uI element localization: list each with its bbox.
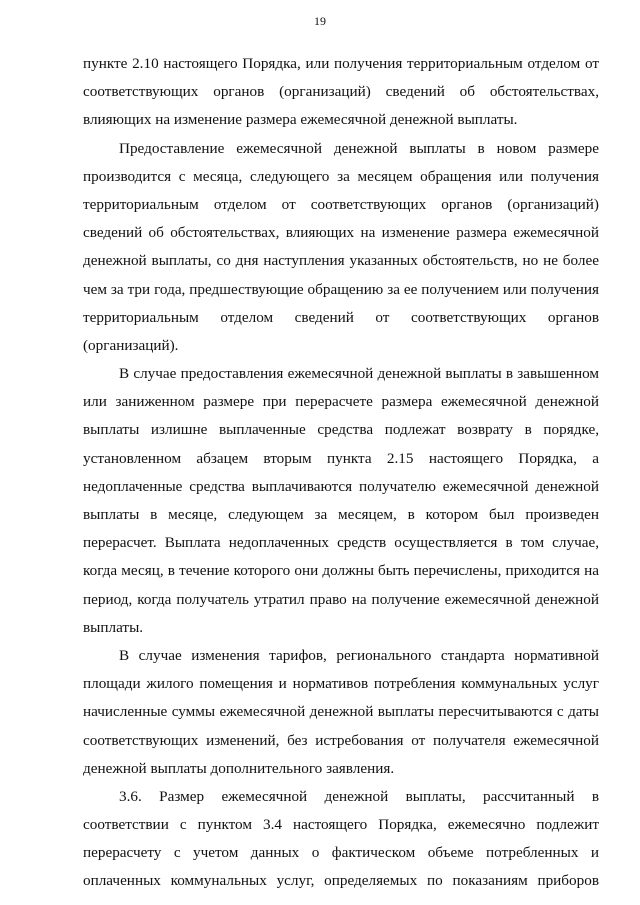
paragraph xyxy=(83,783,599,896)
text-line: перерасчету с учетом данных о фактическом объеме потребленных и xyxy=(83,844,599,862)
text-line: недоплаченные средства выплачиваются получателю ежемесячной денежной xyxy=(83,477,599,495)
text-line: денежной выплаты дополнительного заявления. xyxy=(83,759,395,777)
text-line: соответствующих органов (организаций) сведений об обстоятельствах, xyxy=(83,83,599,101)
text-line: оплаченных коммунальных услуг, определяемых по показаниям приборов xyxy=(83,872,599,890)
text-line: установленном абзацем вторым пункта 2.15 настоящего Порядка, а xyxy=(83,449,599,467)
text-line: производится с месяца, следующего за месяцем обращения или получения xyxy=(83,167,599,185)
text-line: денежной выплаты, со дня наступления указанных обстоятельств, но не более xyxy=(83,252,599,270)
text-line: перерасчет. Выплата недоплаченных средств осуществляется в том случае, xyxy=(83,534,599,552)
text-line: выплаты. xyxy=(83,618,144,636)
text-line: В случае изменения тарифов, регионального стандарта нормативной xyxy=(119,646,599,664)
text-line: начисленные суммы ежемесячной денежной выплаты пересчитываются с даты xyxy=(83,703,599,721)
text-line: (организаций). xyxy=(83,336,179,354)
text-line: 3.6. Размер ежемесячной денежной выплаты, рассчитанный в xyxy=(119,787,599,805)
text-line: пункте 2.10 настоящего Порядка, или получения территориальным отделом от xyxy=(83,55,599,72)
page-number: 19 xyxy=(314,14,326,28)
text-line: влияющих на изменение размера ежемесячной денежной выплаты. xyxy=(83,111,518,129)
text-line: площади жилого помещения и нормативов потребления коммунальных услуг xyxy=(83,675,599,693)
paragraph xyxy=(83,50,599,135)
text-line: выплаты в месяце, следующем за месяцем, в котором был произведен xyxy=(83,506,599,523)
paragraph xyxy=(83,642,599,783)
text-line: или заниженном размере при перерасчете размера ежемесячной денежной xyxy=(83,393,599,411)
text-line: сведений об обстоятельствах, влияющих на изменение размера ежемесячной xyxy=(83,224,599,242)
text-line: соответствующих изменений, без истребования от получателя ежемесячной xyxy=(83,731,599,749)
text-line: период, когда получатель утратил право на получение ежемесячной денежной xyxy=(83,590,599,608)
document-body xyxy=(83,50,599,896)
text-line: соответствии с пунктом 3.4 настоящего Порядка, ежемесячно подлежит xyxy=(83,816,599,834)
text-line: чем за три года, предшествующие обращению за ее получением или получения xyxy=(83,280,599,298)
text-line: выплаты излишне выплаченные средства подлежат возврату в порядке, xyxy=(83,421,599,439)
text-line: В случае предоставления ежемесячной денежной выплаты в завышенном xyxy=(119,365,599,383)
text-line: Предоставление ежемесячной денежной выплаты в новом размере xyxy=(119,139,599,157)
paragraph xyxy=(83,135,599,361)
text-line: территориальным отделом сведений от соответствующих органов xyxy=(83,308,599,326)
text-line: когда месяц, в течение которого они должны быть перечислены, приходится на xyxy=(83,562,599,580)
paragraph xyxy=(83,360,599,642)
text-line: территориальным отделом от соответствующих органов (организаций) xyxy=(83,195,599,213)
